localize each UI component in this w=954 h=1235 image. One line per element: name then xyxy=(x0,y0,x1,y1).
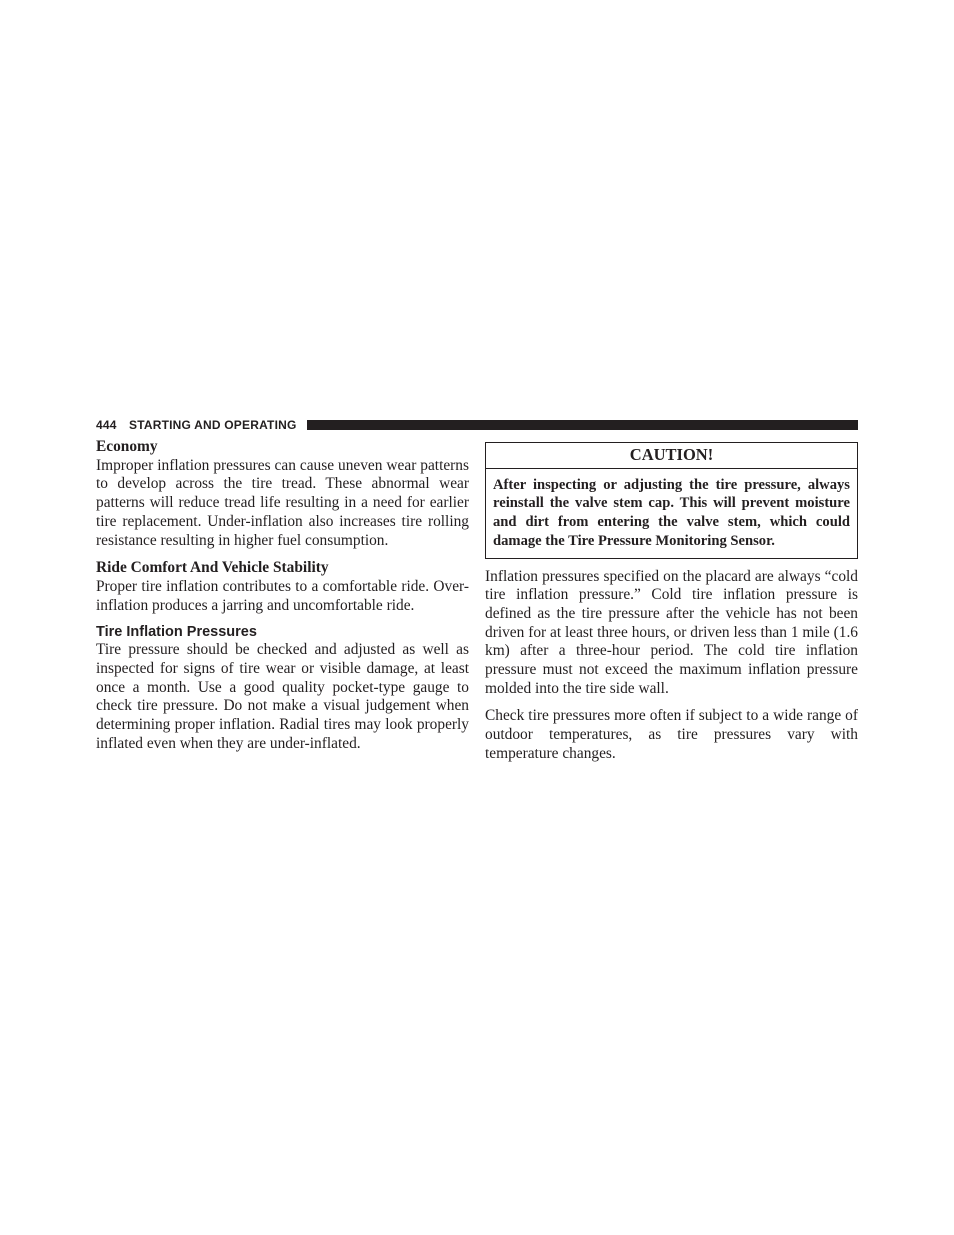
left-column xyxy=(96,438,469,754)
tire-inflation-pressures-heading: Tire Inflation Pressures xyxy=(96,624,257,641)
ride-comfort-heading: Ride Comfort And Vehicle Stability xyxy=(96,559,329,577)
page-number: 444 xyxy=(96,418,117,432)
page-header xyxy=(96,416,858,434)
tire-inflation-paragraph: Tire pressure should be checked and adjusted as well as inspected for signs of tire wear or visible damage, at least once a month. Use a good quality pocket-type gauge to check tire pressure. Do not make a visual judgement when determining proper inflation. Radial tires may look properly inflated even when they are under-inflated. xyxy=(96,641,469,752)
placard-paragraph: Inflation pressures specified on the placard are always “cold tire inflation pressure.” Cold tire inflation pressure is defined as the tire pressure after the vehicle has not been driven for at least three hours, or driven less than 1 mile (1.6 km) after a three-hour period. The cold tire inflation pressure must not exceed the maximum inflation pressure molded into the tire side wall. xyxy=(485,567,858,697)
caution-box xyxy=(485,442,858,559)
check-pressures-paragraph: Check tire pressures more often if subject to a wide range of outdoor temperatures, as tire pressures vary with temperature changes. xyxy=(485,707,858,762)
section-title: STARTING AND OPERATING xyxy=(129,418,297,432)
economy-paragraph: Improper inflation pressures can cause uneven wear patterns to develop across the tire tread. These abnormal wear patterns will reduce tread life resulting in a need for earlier tire replacement. Under-inflation also increases tire rolling resistance resulting in higher fuel consumption. xyxy=(96,456,469,549)
header-rule-bar xyxy=(307,420,858,430)
economy-heading: Economy xyxy=(96,438,158,455)
caution-title: CAUTION! xyxy=(486,443,857,469)
ride-comfort-paragraph: Proper tire inflation contributes to a comfortable ride. Over-inflation produces a jarring and uncomfortable ride. xyxy=(96,577,469,614)
right-column xyxy=(485,438,858,764)
caution-text: After inspecting or adjusting the tire pressure, always reinstall the valve stem cap. This will prevent moisture and dirt from entering the valve stem, which could damage the Tire Pressure Monitoring Sensor. xyxy=(493,476,850,549)
